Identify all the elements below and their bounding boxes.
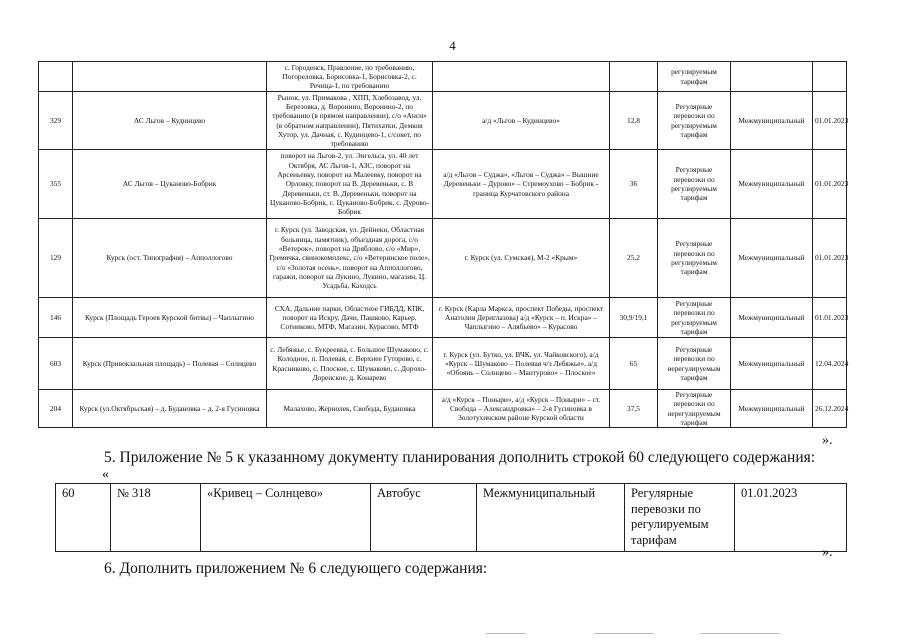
- table-row: [39, 219, 847, 298]
- cell-num: 204: [39, 390, 73, 428]
- table-row: [39, 298, 847, 338]
- cell-roads: г. Курск (ул. Бутко, ул. ВЧК, ул. Чайковского), а/д «Курск – Шумаково – Полевая ч/з Лебяжье», а/д «Обоянь – Солнцево – Мантурово» – Плоское»: [433, 338, 610, 390]
- cell-date: 01.01.2023: [813, 92, 847, 150]
- cell-route-name: Курск (ул.Октябрьская) – д. Будановка – д. 2-я Гусиновка: [73, 390, 267, 428]
- table-row: [56, 484, 847, 552]
- cell-route-name: [73, 62, 267, 92]
- cell-route-kind: Межмуниципальный: [731, 219, 813, 298]
- cell-roads: а/д «Льгов – Суджа», «Льгов – Суджа» – Вышние Деревеньки – Дурово» – Стремоухово – Бобрик - граница Курчатовского района: [433, 150, 610, 219]
- cell-transport: Автобус: [371, 484, 477, 552]
- cell-route-name: АС Льгов – Цуканово-Бобрик: [73, 150, 267, 219]
- cell-route-name: Курск (ост. Типография) – Апполлогово: [73, 219, 267, 298]
- paragraph-6: 6. Дополнить приложением № 6 следующего содержания:: [104, 560, 488, 577]
- cell-date: 12.04.2024: [813, 338, 847, 390]
- cell-route-kind: Межмуниципальный: [477, 484, 625, 552]
- cell-stops: г. Курск (ул. Заводская, ул. Дейнеки, Областная больница, памятник), объездная дорога, с/о «Ветерок», поворот на Дрябловo, с/о «Мир», Гремячка, свинокомплекс, с/о «Ветеринское поле», с/о «Золотая осень», поворот на Апполлогово, гаражи, поворот на Лукино, Лукино, магазин, Ц. Усадьба, Каходсь: [267, 219, 433, 298]
- cell-route-kind: Межмуниципальный: [731, 150, 813, 219]
- opening-quote: «: [102, 467, 109, 482]
- table-row: [39, 390, 847, 428]
- cell-num: 329: [39, 92, 73, 150]
- cell-length: 36: [610, 150, 658, 219]
- scan-artifact: [700, 633, 780, 634]
- cell-route-kind: Межмуниципальный: [731, 338, 813, 390]
- paragraph-5: 5. Приложение № 5 к указанному документу планирования дополнить строкой 60 следующего содержания:: [104, 449, 816, 466]
- appendix-5-row-table: [55, 483, 847, 552]
- closing-quote: ».: [822, 545, 833, 560]
- cell-date: 01.01.2023: [813, 150, 847, 219]
- cell-transport-type: Регулярные перевозки по нерегулируемым тарифам: [658, 390, 731, 428]
- cell-num: 129: [39, 219, 73, 298]
- cell-length: 12,8: [610, 92, 658, 150]
- table-row: [39, 150, 847, 219]
- cell-route-kind: Межмуниципальный: [731, 390, 813, 428]
- cell-route-name: Курск (Площадь Героев Курской битвы) – Чаплыгино: [73, 298, 267, 338]
- cell-num: [39, 62, 73, 92]
- cell-num: 603: [39, 338, 73, 390]
- cell-roads: г. Курск (ул. Сумская), М-2 «Крым»: [433, 219, 610, 298]
- cell-transport-type: Регулярные перевозки по регулируемым тарифам: [658, 92, 731, 150]
- cell-roads: [433, 62, 610, 92]
- closing-quote: ».: [822, 433, 833, 448]
- cell-length: 25,2: [610, 219, 658, 298]
- table-row: [39, 62, 847, 92]
- cell-transport-type: регулируемым тарифам: [658, 62, 731, 92]
- cell-date: 01.01.2023: [813, 219, 847, 298]
- cell-num: 146: [39, 298, 73, 338]
- scan-artifact: [486, 633, 526, 634]
- table-row: [39, 338, 847, 390]
- cell-route-kind: Межмуниципальный: [731, 92, 813, 150]
- cell-transport-type: Регулярные перевозки по нерегулируемым тарифам: [658, 338, 731, 390]
- cell-length: [610, 62, 658, 92]
- cell-roads: а/д «Льгов – Кудинцево»: [433, 92, 610, 150]
- page-number: 4: [449, 38, 456, 53]
- cell-transport-type: Регулярные перевозки по регулируемым тарифам: [658, 150, 731, 219]
- routes-table: [38, 61, 847, 428]
- scan-artifact: [594, 633, 654, 634]
- cell-route-kind: Межмуниципальный: [731, 298, 813, 338]
- cell-stops: с. Городенск, Правление, по требованию, Погореловка, Борисовка-1, Борисовка-2, с. Речица-1, по требованию: [267, 62, 433, 92]
- cell-stops: Рынок, ул. Примакова , ХПП, Хлебозавод, ул. Березовка, д. Воронино, Воронино-2, по требованию (в прямом направлении), с/о «Анси» (в обратном направлении), Пятихатки, Демков Хутор, ул. Дачная, с. Кудинцево-1, с/совет, по требованию: [267, 92, 433, 150]
- cell-route-name: Курск (Привокзальная площадь) – Полевая – Солнцево: [73, 338, 267, 390]
- cell-roads: г. Курск (Карла Маркса, проспект Победы, проспект Анатолия Дериглазова) а/д «Курск – п. Искра» – Чаплыгино – Алябьево» – Курасово: [433, 298, 610, 338]
- cell-date: 01.01.2023: [813, 298, 847, 338]
- cell-transport-type: Регулярные перевозки по регулируемым тарифам: [658, 298, 731, 338]
- cell-length: 65: [610, 338, 658, 390]
- cell-route-name: «Кривец – Солнцево»: [201, 484, 371, 552]
- table-row: [39, 92, 847, 150]
- cell-length: 37,5: [610, 390, 658, 428]
- cell-roads: а/д «Курск – Поныри», а/д «Курск – Поныри» – ст. Свобода – Александровка» – 2-я Гусиновка в Золотухинском районе Курской области: [433, 390, 610, 428]
- cell-route-kind: [731, 62, 813, 92]
- cell-num: 355: [39, 150, 73, 219]
- cell-transport-type: Регулярные перевозки по регулируемым тарифам: [658, 219, 731, 298]
- cell-date: 26.12.2024: [813, 390, 847, 428]
- cell-length: 30,9/19,1: [610, 298, 658, 338]
- cell-transport-type: Регулярные перевозки по регулируемым тарифам: [625, 484, 735, 552]
- cell-date: [813, 62, 847, 92]
- cell-num: 60: [56, 484, 111, 552]
- cell-stops: с. Лебяжье, с. Букреевка, с. Большое Шумаково, с. Колодное, п. Полевая, с. Верхнее Гуторово, с. Красниково, с. Плоское, с. Шумаково, с. Дорохо-Доренское, д. Конарево: [267, 338, 433, 390]
- cell-stops: поворот на Льгов-2, ул. Энгельса, ул. 40 лет Октября, АС Льгов-1, АЗС, поворот на Арсеньевку, поворот на Малеевку, поворот на Орловку, поворот на В. Деревеньки, с. В Деревеньки, ст. В. Деревеньки, поворот на Цуканово-Бобрик, с. Цуканово-Бобрик, с. Дурово-Бобрик: [267, 150, 433, 219]
- cell-date: 01.01.2023: [735, 484, 847, 552]
- cell-stops: СХА, Дальние парки, Областное ГИБДД, КПК, поворот на Искру, Дачи, Пашково, Карьер, Сотниково, МТФ, Магазин, Курасово, МТФ: [267, 298, 433, 338]
- cell-stops: Малахово, Жернолек, Свобода, Будановка: [267, 390, 433, 428]
- cell-reg-number: № 318: [111, 484, 201, 552]
- cell-route-name: АС Льгов – Кудинцево: [73, 92, 267, 150]
